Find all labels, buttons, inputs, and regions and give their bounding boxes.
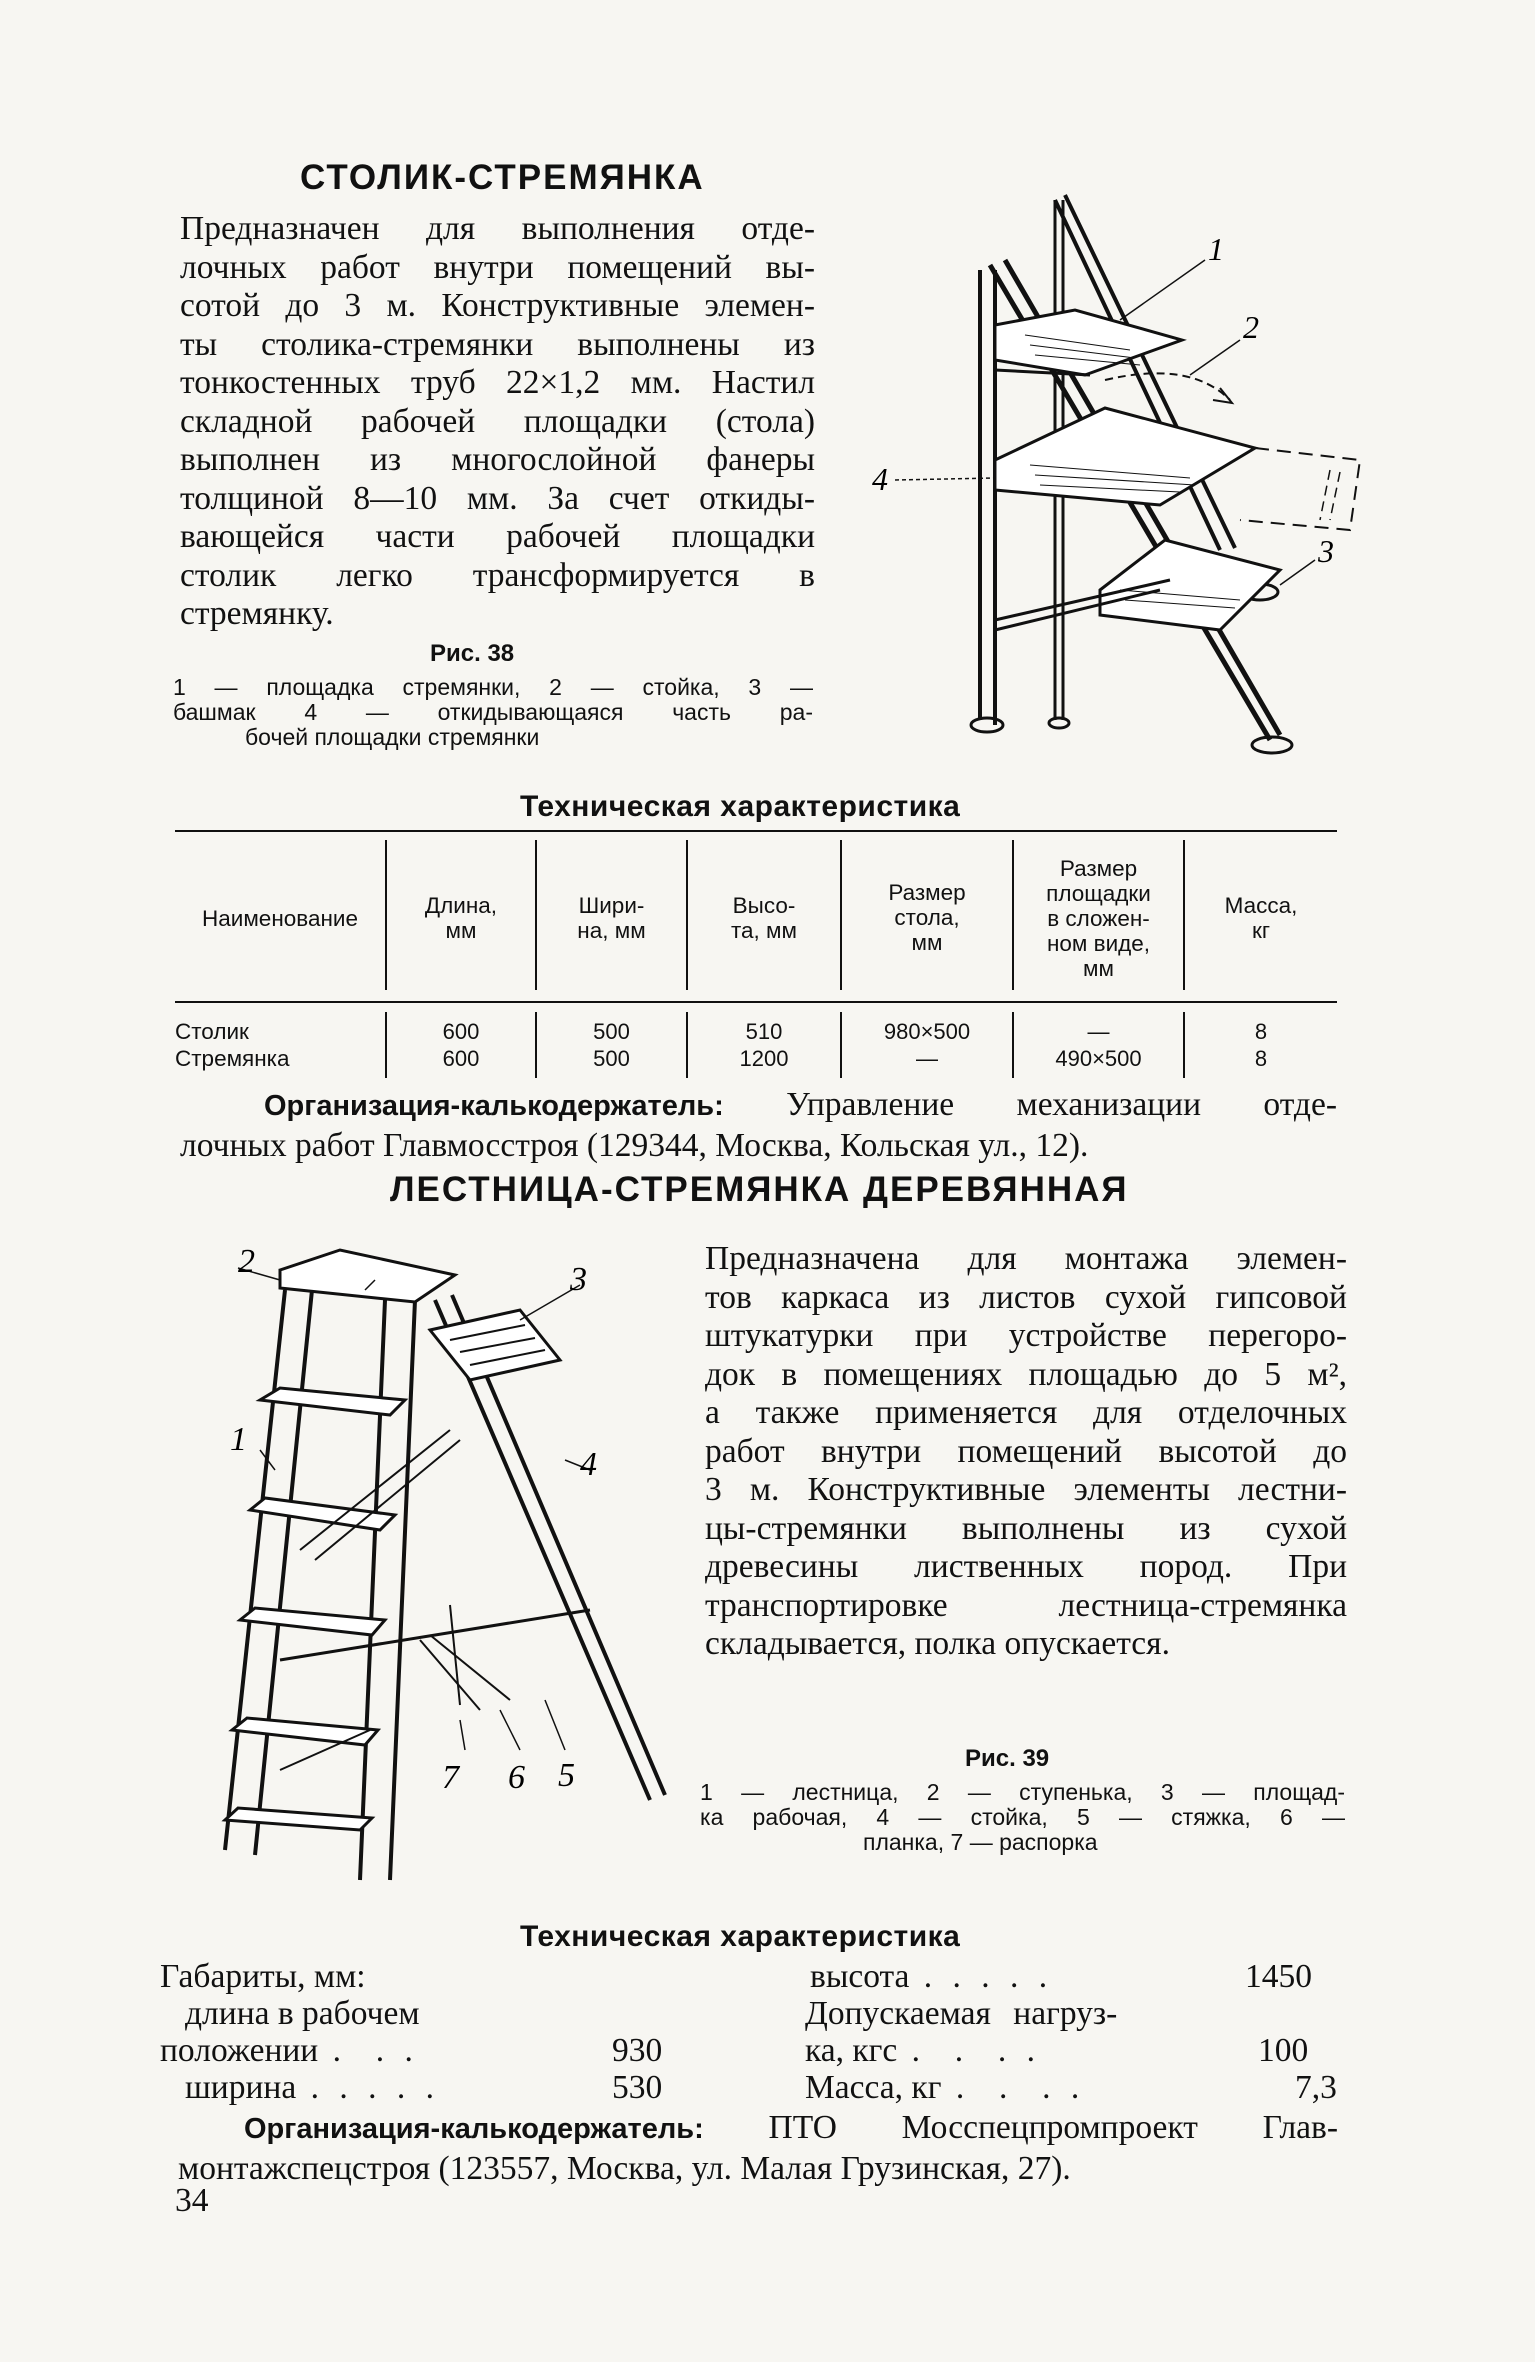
spec-load-label (805, 2032, 1041, 2070)
spec-height-value: 1450 (1245, 1958, 1312, 1995)
table-cell: — (916, 1046, 938, 1071)
spec-width-value: 530 (612, 2069, 663, 2106)
org-line: лочных работ Главмосстроя (129344, Москва, Кольская ул., 12). (180, 1127, 1089, 1164)
legend-line: ка рабочая, 4 — стойка, 5 — стяжка, 6 — (700, 1804, 1345, 1830)
figure39-callout-4: 4 (580, 1446, 597, 1483)
spec-length-label: длина в рабочем (185, 1995, 420, 2032)
section1-paragraph (180, 210, 815, 634)
table-header-cell: Размер площадки в сложен- ном виде, мм (1046, 856, 1151, 981)
spec-dims-label: Габариты, мм: (160, 1958, 366, 1995)
org-label: Организация-калькодержатель: (264, 1090, 724, 1122)
figure39-callout-7: 7 (442, 1759, 459, 1796)
paragraph-line: вающейся части рабочей площадки (180, 518, 815, 555)
legend-line: 1 — лестница, 2 — ступенька, 3 — площад- (700, 1779, 1345, 1805)
paragraph-line: древесины лиственных пород. При (705, 1548, 1347, 1585)
table-cell: 490×500 (1055, 1046, 1142, 1071)
org-text: ПТО Мосспецпромпроект Глав- (768, 2109, 1339, 2146)
figure39-caption: Рис. 39 (965, 1745, 1050, 1772)
legend-line: планка, 7 — распорка (863, 1829, 1098, 1855)
org-line (180, 1085, 1337, 1126)
figure39-wooden-ladder-illustration (220, 1230, 690, 1880)
figure39-legend (700, 1780, 1345, 1855)
table-cell: 510 (745, 1019, 783, 1044)
paragraph-line: транспортировке лестница-стремянка (705, 1586, 1347, 1624)
paragraph-line: штукатурки при устройстве перегоро- (705, 1317, 1347, 1354)
figure39-callout-6: 6 (508, 1759, 525, 1796)
figure39-callout-1: 1 (230, 1421, 247, 1458)
section1-org (180, 1085, 1337, 1166)
table-header-cell: Шири- на, мм (577, 893, 646, 943)
table-cell: 8 (1254, 1046, 1268, 1071)
table-header-rule (175, 1001, 1337, 1003)
legend-line: бочей площадки стремянки (245, 724, 540, 750)
paragraph-line: тов каркаса из листов сухой гипсовой (705, 1278, 1347, 1316)
spec-load-label-2: ка, кгс (805, 2032, 898, 2069)
spec-mass-value: 7,3 (1295, 2069, 1337, 2106)
spec-length-label-2: положении (160, 2032, 319, 2069)
section2-paragraph (705, 1240, 1347, 1664)
page-number: 34 (175, 2182, 209, 2219)
section2-tech-title: Техническая характеристика (520, 1920, 961, 1953)
paragraph-line: цы-стремянки выполнены из сухой (705, 1509, 1347, 1547)
spec-width-label (185, 2069, 440, 2107)
paragraph-line: Предназначена для монтажа элемен- (705, 1240, 1347, 1277)
table-cell: 1200 (739, 1046, 789, 1071)
legend-line: башмак 4 — откидывающаяся часть ра- (173, 699, 813, 725)
table-header-cell: Размер стола, мм (888, 880, 966, 955)
figure39-callout-3: 3 (570, 1261, 587, 1298)
paragraph-line: док в помещениях площадью до 5 м², (705, 1355, 1347, 1393)
spec-leader-dots: . . . . . (909, 1958, 1054, 1995)
paragraph-line: 3 м. Конструктивные элементы лестни- (705, 1471, 1347, 1508)
paragraph-line: тонкостенных труб 22×1,2 мм. Настил (180, 364, 815, 401)
spec-leader-dots: . . . . (941, 2069, 1086, 2106)
spec-leader-dots: . . . (318, 2032, 419, 2069)
spec-width-label-text: ширина (185, 2069, 297, 2106)
figure38-legend (173, 675, 813, 750)
paragraph-line: ты столика-стремянки выполнены из (180, 325, 815, 363)
spec-height-label-text: высота (810, 1958, 910, 1995)
spec-load-label: Допускаемая нагруз- (805, 1995, 1118, 2032)
paragraph-line: сотой до 3 м. Конструктивные элемен- (180, 287, 815, 324)
table-header-cell: Длина, мм (424, 893, 498, 943)
table-row-name: Стремянка (175, 1046, 290, 1071)
legend-line: 1 — площадка стремянки, 2 — стойка, 3 — (173, 674, 813, 700)
paragraph-line: складной рабочей площадки (стола) (180, 402, 815, 440)
paragraph-line: столик легко трансформируется в (180, 556, 815, 594)
table-cell: 500 (593, 1019, 630, 1044)
org-label: Организация-калькодержатель: (244, 2113, 704, 2145)
figure38-table-ladder-illustration (860, 160, 1340, 760)
section1-tech-title: Техническая характеристика (520, 790, 961, 823)
table-row-name: Столик (175, 1019, 249, 1044)
figure39-callout-5: 5 (558, 1757, 575, 1794)
spec-length-value: 930 (612, 2032, 663, 2069)
paragraph-line: выполнен из многослойной фанеры (180, 441, 815, 478)
spec-leader-dots: . . . . . (296, 2069, 440, 2106)
table-cell: 8 (1254, 1019, 1268, 1044)
table-top-rule (175, 830, 1337, 832)
org-line: монтажспецстроя (123557, Москва, ул. Малая Грузинская, 27). (178, 2150, 1071, 2187)
paragraph-line: лочных работ внутри помещений вы- (180, 248, 815, 286)
spec-height-label (810, 1958, 1053, 1996)
section1-title: СТОЛИК-СТРЕМЯНКА (300, 158, 705, 197)
spec-leader-dots: . . . . (897, 2032, 1042, 2069)
figure38-callout-1: 1 (1208, 231, 1224, 267)
table-cell: — (1087, 1019, 1110, 1044)
table-header-cell: Масса, кг (1224, 893, 1298, 943)
org-text: Управление механизации отде- (786, 1086, 1337, 1123)
section2-title: ЛЕСТНИЦА-СТРЕМЯНКА ДЕРЕВЯННАЯ (390, 1170, 1129, 1209)
org-line (178, 2108, 1338, 2149)
table-cell: 600 (442, 1046, 480, 1071)
table-header-cell: Высо- та, мм (730, 893, 797, 943)
paragraph-line: а также применяется для отделочных (705, 1394, 1347, 1431)
table-header-cell: Наименование (202, 906, 358, 931)
table-cell: 600 (442, 1019, 480, 1044)
paragraph-line: толщиной 8—10 мм. За счет откиды- (180, 479, 815, 517)
paragraph-line: стремянку. (180, 595, 334, 632)
figure38-caption: Рис. 38 (430, 640, 515, 667)
table-cell: 980×500 (883, 1019, 971, 1044)
table-cell: 500 (593, 1046, 630, 1071)
section2-org (178, 2108, 1338, 2189)
spec-length-label (160, 2032, 419, 2070)
figure38-callout-2: 2 (1243, 309, 1259, 345)
figure38-callout-4: 4 (872, 461, 888, 497)
paragraph-line: складывается, полка опускается. (705, 1625, 1170, 1662)
figure38-callout-3: 3 (1318, 533, 1334, 569)
figure39-callout-2: 2 (238, 1243, 255, 1280)
spec-mass-label (805, 2069, 1085, 2107)
paragraph-line: работ внутри помещений высотой до (705, 1432, 1347, 1470)
spec-mass-label-text: Масса, кг (805, 2069, 942, 2106)
paragraph-line: Предназначен для выполнения отде- (180, 210, 815, 247)
spec-load-value: 100 (1258, 2032, 1309, 2069)
